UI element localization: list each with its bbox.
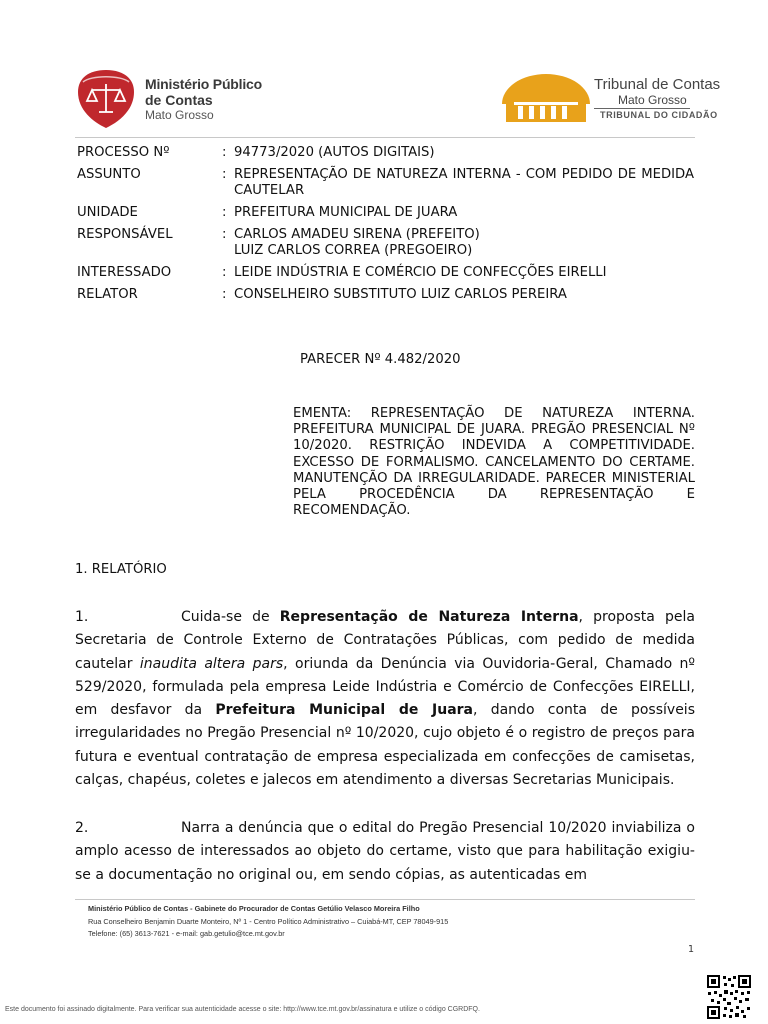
tce-logo-line3: TRIBUNAL DO CIDADÃO <box>600 110 718 120</box>
signature-verification-note: Este documento foi assinado digitalmente. Para verificar sua autenticidade acesse o site: http://www.tce.mt.gov.br/assinatura e utilize o código CGRDFQ. <box>5 1006 480 1013</box>
paragraph-text: , proposta pela Secretaria de Controle Externo de Contratações Públicas, com pedido de medida cautelar <box>75 609 695 672</box>
parecer-title: PARECER Nº 4.482/2020 <box>300 352 461 367</box>
paragraph-bold-text: Prefeitura Municipal de Juara <box>215 702 474 719</box>
paragraph-italic-text: inaudita altera pars <box>139 655 284 672</box>
tce-logo-line1: Tribunal de Contas <box>594 76 721 93</box>
case-info-colon: : <box>222 265 227 280</box>
paragraph-1 <box>75 606 695 792</box>
paragraph-number: 2. <box>75 820 89 836</box>
footer-contact-line: Telefone: (65) 3613-7621 - e-mail: gab.getulio@tce.mt.gov.br <box>88 929 285 938</box>
case-info-colon: : <box>222 287 227 302</box>
case-info-value: PREFEITURA MUNICIPAL DE JUARA <box>234 205 458 220</box>
paragraph-text: , dando conta de possíveis irregularidades no Pregão Presencial nº 10/2020, cujo objeto é o registro de preços para futura e eventual contratação de empresa especializada em confecções de camisetas, calças, chapéus, coletes e jalecos em atendimento a diversas Secretarias Municipais. <box>75 702 695 789</box>
case-info-label: INTERESSADO <box>77 265 172 280</box>
footer-address-line: Rua Conselheiro Benjamin Duarte Monteiro, Nº 1 - Centro Político Administrativo – Cuiabá-MT, CEP 78049-915 <box>88 917 449 926</box>
paragraph-2 <box>75 817 695 887</box>
case-info-value-line: CARLOS AMADEU SIRENA (PREFEITO) <box>234 227 480 242</box>
case-info-colon: : <box>222 167 227 182</box>
paragraph-text: Narra a denúncia que o edital do Pregão Presencial 10/2020 inviabiliza o amplo acesso de interessados ao objeto do certame, visto que para habilitação exigiu-se a documentação no original ou, em sendo cópias, as autenticadas em <box>75 820 695 883</box>
tce-logo-divider <box>594 108 690 109</box>
header-divider <box>75 137 695 138</box>
case-info-row-responsavel <box>77 227 694 259</box>
qr-code-icon[interactable] <box>706 974 752 1020</box>
case-info-colon: : <box>222 227 227 242</box>
mpc-logo <box>75 68 265 132</box>
case-info-value <box>234 227 694 259</box>
case-info-colon: : <box>222 145 227 160</box>
case-info-value-line: LUIZ CARLOS CORREA (PREGOEIRO) <box>234 243 473 258</box>
footer-divider <box>75 899 695 900</box>
case-info-label: UNIDADE <box>77 205 138 220</box>
case-info-row-processo <box>77 145 694 161</box>
case-info-value: CONSELHEIRO SUBSTITUTO LUIZ CARLOS PEREIRA <box>234 287 567 302</box>
scales-of-justice-seal-icon <box>75 68 137 130</box>
case-info-value: LEIDE INDÚSTRIA E COMÉRCIO DE CONFECÇÕES EIRELLI <box>234 265 607 280</box>
mpc-logo-line2: de Contas <box>145 92 213 108</box>
case-info-value: 94773/2020 (AUTOS DIGITAIS) <box>234 145 435 160</box>
tce-columns-emblem-icon <box>500 74 592 124</box>
footer-office-line: Ministério Público de Contas - Gabinete do Procurador de Contas Getúlio Velasco Moreira Filho <box>88 904 420 913</box>
case-info-value: REPRESENTAÇÃO DE NATUREZA INTERNA - COM PEDIDO DE MEDIDA CAUTELAR <box>234 167 694 198</box>
tce-logo-line2: Mato Grosso <box>618 93 687 107</box>
case-info-table <box>77 145 694 303</box>
case-info-row-unidade <box>77 205 694 221</box>
page-number: 1 <box>688 944 695 955</box>
tce-logo <box>500 72 721 128</box>
ementa-text: EMENTA: REPRESENTAÇÃO DE NATUREZA INTERNA. PREFEITURA MUNICIPAL DE JUARA. PREGÃO PRESENCIAL Nº 10/2020. RESTRIÇÃO INDEVIDA A COMPETITIVIDADE. EXCESSO DE FORMALISMO. CANCELAMENTO DO CERTAME. MANUTENÇÃO DA IRREGULARIDADE. PARECER MINISTERIAL PELA PROCEDÊNCIA DA REPRESENTAÇÃO E RECOMENDAÇÃO. <box>293 406 695 519</box>
case-info-label: RESPONSÁVEL <box>77 227 173 242</box>
case-info-colon: : <box>222 205 227 220</box>
case-info-label: ASSUNTO <box>77 167 141 182</box>
mpc-logo-line3: Mato Grosso <box>145 108 214 122</box>
paragraph-bold-text: Representação de Natureza Interna <box>279 609 579 625</box>
paragraph-text: Cuida-se de <box>181 609 280 625</box>
case-info-row-assunto <box>77 167 694 199</box>
case-info-label: PROCESSO Nº <box>77 145 170 160</box>
mpc-logo-line1: Ministério Público <box>145 76 262 92</box>
paragraph-text: , oriunda da Denúncia via Ouvidoria-Geral, Chamado nº 529/2020, formulada pela empresa Leide Indústria e Comércio de Confecções EIRELLI, em desfavor da <box>75 655 695 719</box>
section-heading: 1. RELATÓRIO <box>75 562 167 577</box>
case-info-row-interessado <box>77 265 694 281</box>
paragraph-number: 1. <box>75 609 89 625</box>
case-info-row-relator <box>77 287 694 303</box>
case-info-label: RELATOR <box>77 287 138 302</box>
